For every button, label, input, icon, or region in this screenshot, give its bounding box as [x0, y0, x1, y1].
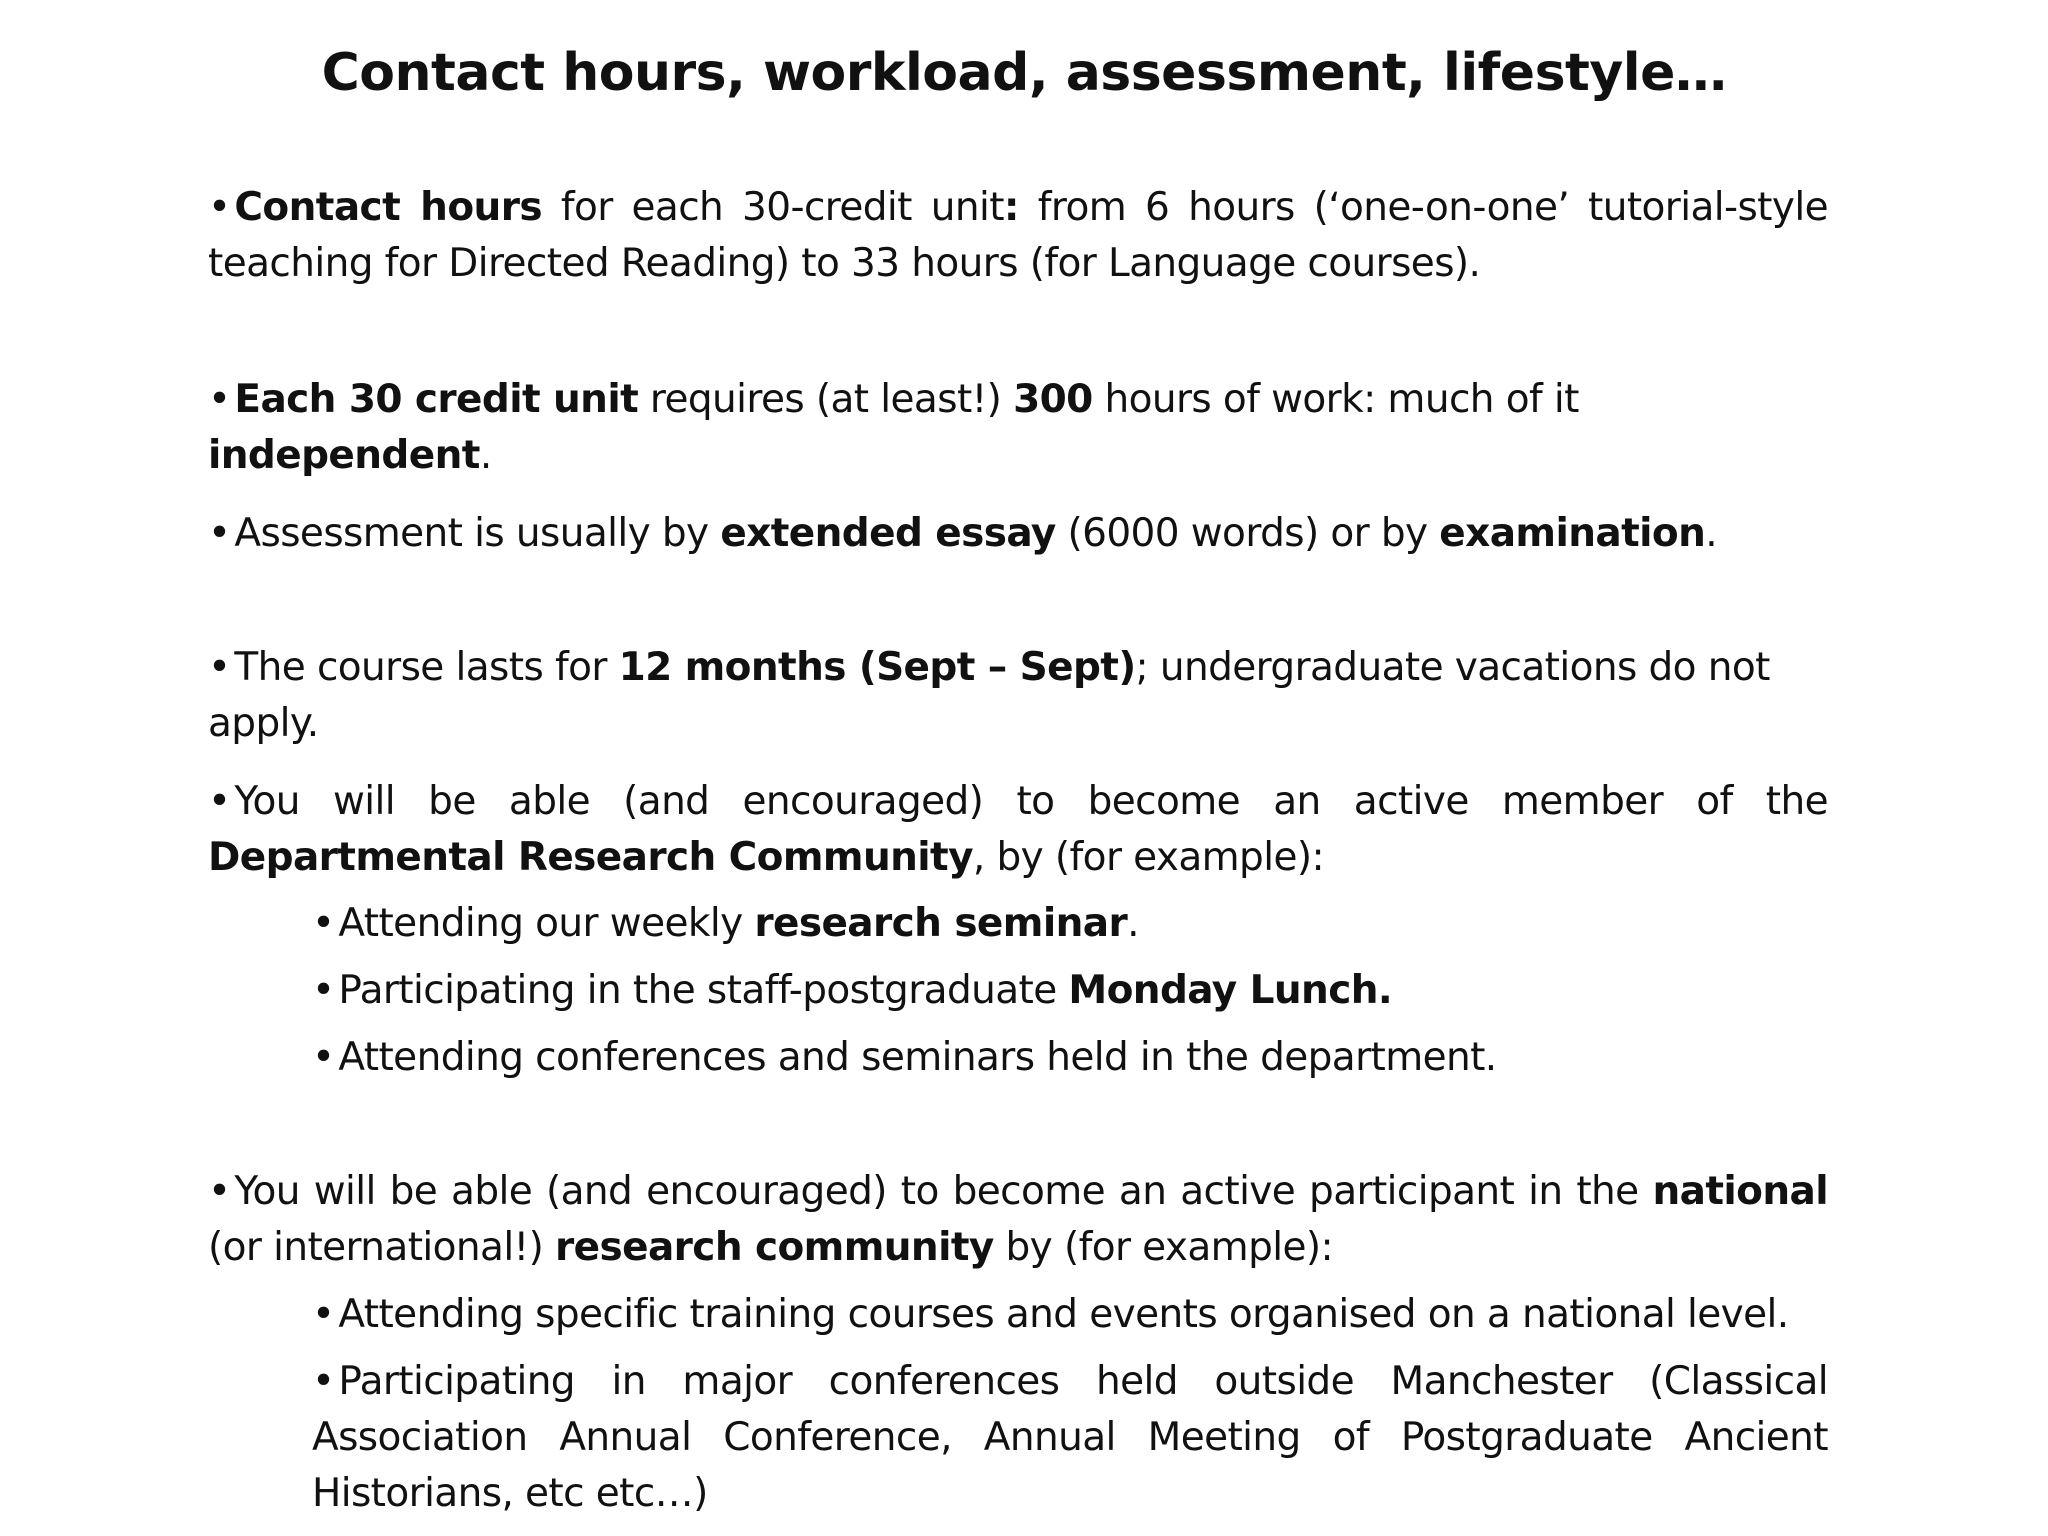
- body-text: .: [1127, 901, 1139, 946]
- bold-text: research community: [555, 1225, 994, 1270]
- bullet-icon: •: [312, 901, 335, 946]
- bold-text: Departmental Research Community: [208, 835, 973, 880]
- bullet-icon: •: [208, 185, 231, 230]
- body-text: Participating in the staff-postgraduate: [338, 968, 1069, 1013]
- bullet-icon: •: [208, 779, 231, 824]
- body-text: (6000 words) or by: [1055, 511, 1440, 556]
- body-text: .: [479, 433, 492, 478]
- bullet-assessment: [208, 506, 1828, 562]
- bold-text: 300: [1013, 377, 1093, 422]
- bullet-icon: •: [312, 1035, 335, 1080]
- body-text: from 6 hours (‘one-on-one’ tutorial-style teaching for Directed Reading) to 33 hours (for Language courses).: [208, 185, 1828, 286]
- bullet-icon: •: [208, 511, 231, 556]
- body-text: You will be able (and encouraged) to become an active participant in the: [234, 1169, 1653, 1214]
- bold-text: research seminar: [754, 901, 1128, 946]
- bold-text: :: [1003, 185, 1019, 230]
- sub-bullet-monday-lunch: [312, 963, 1828, 1019]
- sub-bullet-training-courses: [312, 1287, 1828, 1343]
- sub-bullet-major-conferences: [312, 1354, 1828, 1522]
- bold-text: Contact hours: [234, 185, 542, 230]
- sub-bullet-research-seminar: [312, 896, 1828, 952]
- slide-title: Contact hours, workload, assessment, lifestyle…: [321, 43, 1727, 103]
- bold-text: 12 months (Sept – Sept): [618, 645, 1136, 690]
- body-text: .: [1705, 511, 1718, 556]
- body-text: Participating in major conferences held outside Manchester (Classical Association Annual Conference, Annual Meeting of Postgraduate Ancient Historians, etc etc…): [312, 1359, 1828, 1516]
- bullet-national-community: [208, 1164, 1828, 1276]
- body-text: Attending specific training courses and events organised on a national level.: [338, 1292, 1789, 1337]
- sub-bullet-department-conferences: [312, 1030, 1828, 1086]
- bullet-icon: •: [312, 1292, 335, 1337]
- body-text: You will be able (and encouraged) to become an active member of the: [234, 779, 1828, 824]
- body-text: The course lasts for: [234, 645, 619, 690]
- body-text: hours of work: much of it: [1092, 377, 1579, 422]
- bullet-icon: •: [312, 968, 335, 1013]
- body-text: ; undergraduate vacations do not apply.: [208, 645, 1770, 746]
- body-text: Attending our weekly: [338, 901, 755, 946]
- bullet-icon: •: [208, 377, 231, 422]
- bold-text: national: [1652, 1169, 1828, 1214]
- bullet-icon: •: [312, 1359, 335, 1404]
- bullet-icon: •: [208, 645, 231, 690]
- bold-text: examination: [1439, 511, 1706, 556]
- bold-text: Monday Lunch.: [1068, 968, 1393, 1013]
- body-text: by (for example):: [993, 1225, 1334, 1270]
- bold-text: Each 30 credit unit: [234, 377, 639, 422]
- bold-text: independent: [208, 433, 480, 478]
- body-text: Assessment is usually by: [234, 511, 721, 556]
- bullet-departmental-community: [208, 774, 1828, 886]
- body-text: (or international!): [208, 1225, 555, 1270]
- body-text: requires (at least!): [638, 377, 1014, 422]
- bullet-icon: •: [208, 1169, 231, 1214]
- body-text: for each 30-credit unit: [541, 185, 1004, 230]
- bullet-contact-hours: [208, 180, 1828, 292]
- bullet-course-length: [208, 640, 1828, 752]
- bullet-workload: [208, 372, 1828, 484]
- body-text: Attending conferences and seminars held in the department.: [338, 1035, 1497, 1080]
- body-text: , by (for example):: [972, 835, 1324, 880]
- bold-text: extended essay: [720, 511, 1056, 556]
